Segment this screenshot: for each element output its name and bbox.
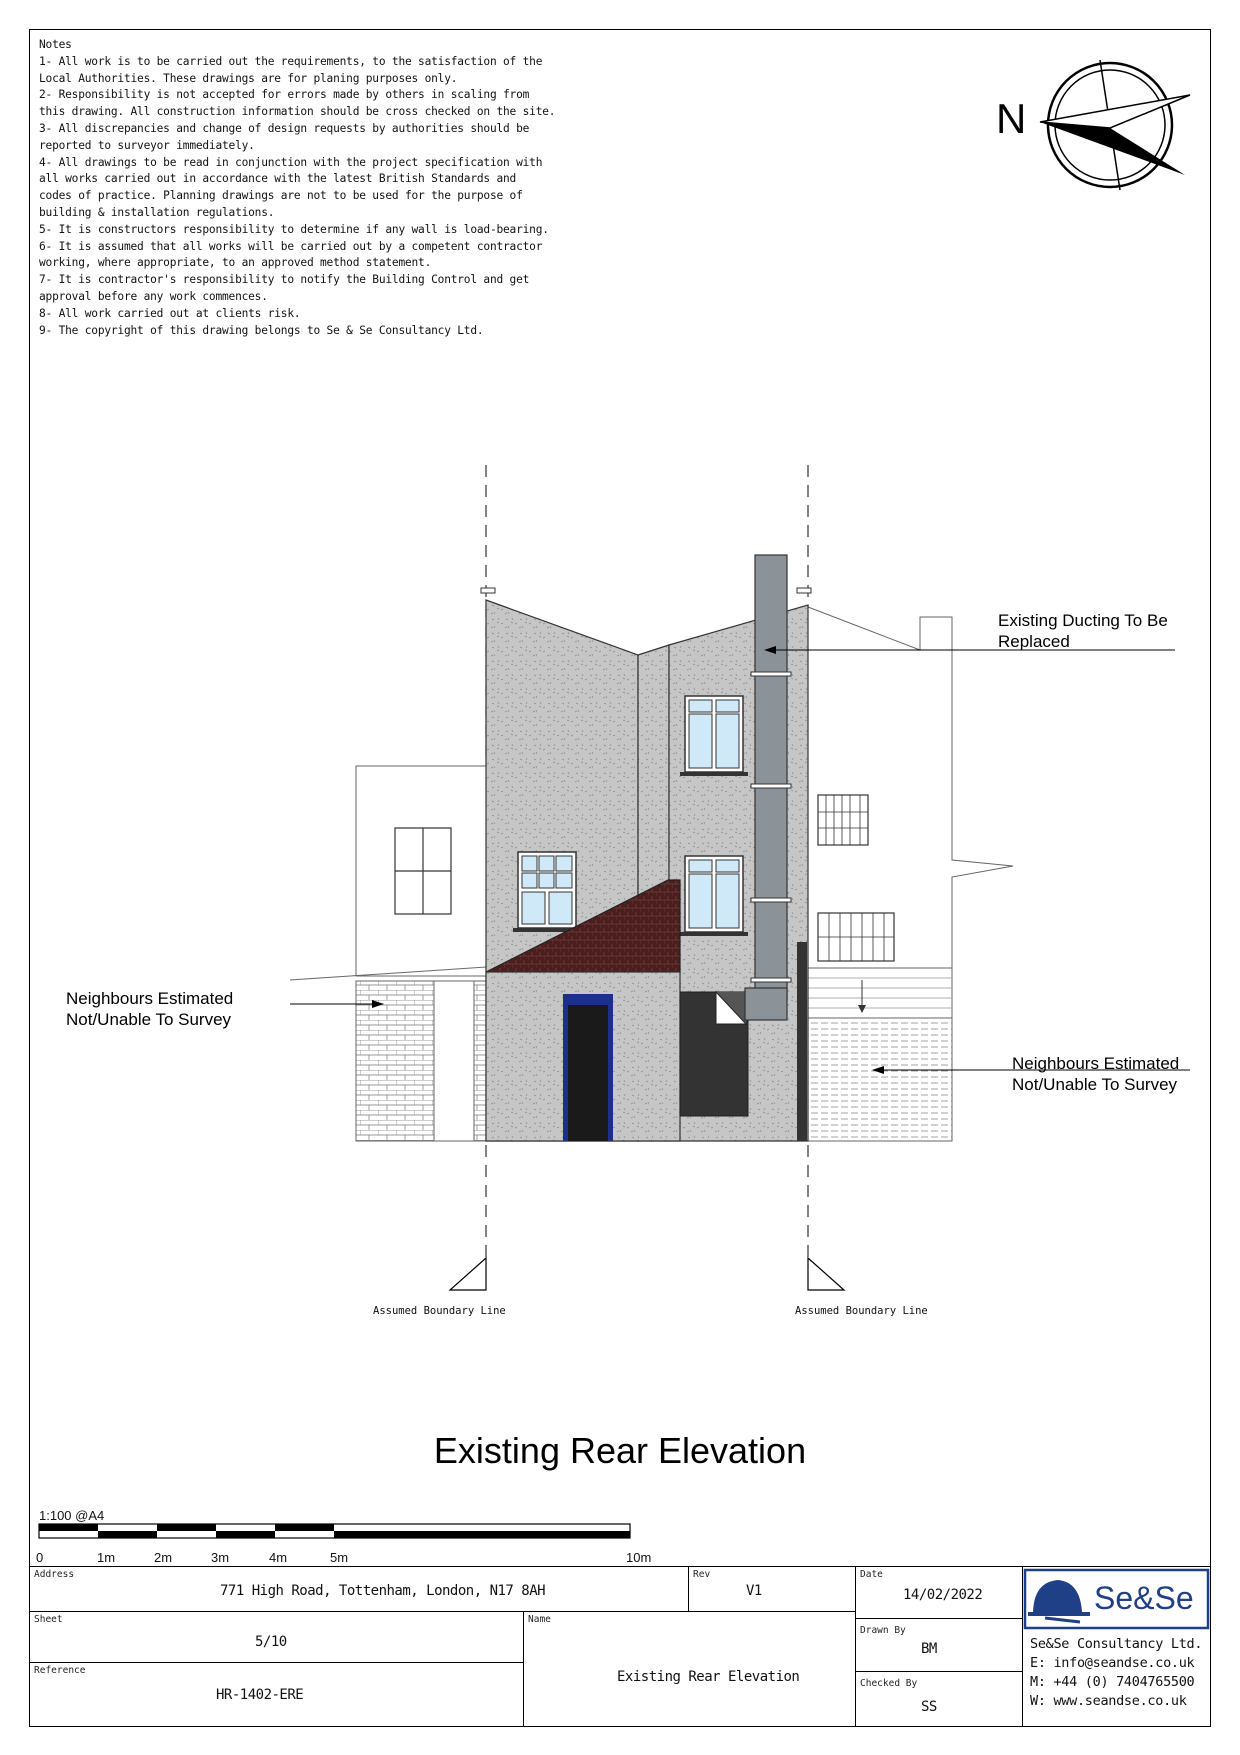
notes-line: approval before any work commences. xyxy=(39,289,268,303)
company-web: W: www.seandse.co.uk xyxy=(1030,1693,1187,1709)
scale-tick: 10m xyxy=(626,1550,652,1565)
date-cell xyxy=(855,1566,1023,1619)
window-upper xyxy=(680,696,748,776)
drawing-title: Existing Rear Elevation xyxy=(433,1430,807,1471)
date-value: 14/02/2022 xyxy=(903,1587,983,1603)
reference-cell xyxy=(29,1662,524,1727)
date-label: Date xyxy=(860,1569,883,1580)
neighbour-right xyxy=(808,607,1013,1141)
neighbour-window xyxy=(818,795,868,845)
rev-value: V1 xyxy=(746,1583,762,1599)
name-cell xyxy=(523,1611,856,1727)
north-label: N xyxy=(996,95,1027,142)
rev-cell xyxy=(688,1566,856,1612)
scale-tick: 3m xyxy=(211,1550,230,1565)
neighbour-right-annotation xyxy=(1012,1053,1179,1095)
reference-value: HR-1402-ERE xyxy=(216,1687,304,1703)
notes-heading: Notes xyxy=(39,38,72,51)
notes-line: Local Authorities. These drawings are for planing purposes only. xyxy=(39,71,458,85)
notes-line: 9- The copyright of this drawing belongs to Se & Se Consultancy Ltd. xyxy=(39,323,484,337)
logo-text: Se&Se xyxy=(1094,1580,1194,1616)
notes-line: 2- Responsibility is not accepted for errors made by others in scaling from xyxy=(39,88,530,102)
name-label: Name xyxy=(528,1614,551,1625)
notes-line: 8- All work carried out at clients risk. xyxy=(39,306,301,320)
checked-by-label: Checked By xyxy=(860,1678,918,1689)
ducting-annotation-line: Replaced xyxy=(998,632,1070,651)
boundary-label-left: Assumed Boundary Line xyxy=(373,1305,506,1317)
sheet-cell xyxy=(29,1611,524,1663)
window-middle xyxy=(680,856,748,936)
ducting-annotation xyxy=(998,610,1168,652)
neighbour-left-annotation xyxy=(66,988,233,1030)
notes-line: all works carried out in accordance with the latest British Standards and xyxy=(39,172,517,186)
drawn-by-cell xyxy=(855,1618,1023,1672)
name-value: Existing Rear Elevation xyxy=(617,1669,800,1685)
address-cell xyxy=(29,1566,689,1612)
notes-line: 6- It is assumed that all works will be carried out by a competent contractor xyxy=(39,239,543,253)
north-arrow-icon xyxy=(996,60,1190,190)
neighbour-left-annotation-line: Neighbours Estimated xyxy=(66,989,234,1008)
company-email: E: info@seandse.co.uk xyxy=(1030,1655,1195,1671)
address-value: 771 High Road, Tottenham, London, N17 8AH xyxy=(220,1583,546,1599)
notes-line: codes of practice. Planning drawings are not to be used for the purpose of xyxy=(39,189,523,203)
sheet-label: Sheet xyxy=(34,1614,63,1625)
main-house xyxy=(481,555,811,1141)
reference-label: Reference xyxy=(34,1665,86,1676)
checked-by-value: SS xyxy=(921,1699,937,1715)
notes-line: building & installation regulations. xyxy=(39,205,275,219)
company-name: Se&Se Consultancy Ltd. xyxy=(1030,1636,1203,1652)
boundary-marker-left xyxy=(450,1258,486,1290)
checked-by-cell xyxy=(855,1671,1023,1727)
drawn-by-label: Drawn By xyxy=(860,1625,906,1636)
company-details xyxy=(1030,1635,1202,1711)
ducting-annotation-line: Existing Ducting To Be xyxy=(998,611,1168,630)
boundary-label-right: Assumed Boundary Line xyxy=(795,1305,928,1317)
boundary-marker-right xyxy=(808,1258,844,1290)
scale-tick: 5m xyxy=(330,1550,349,1565)
drawn-by-value: BM xyxy=(921,1641,937,1657)
notes-line: working, where appropriate, to an approved method statement. xyxy=(39,256,432,270)
scale-tick: 2m xyxy=(154,1550,173,1565)
neighbour-right-annotation-line: Neighbours Estimated xyxy=(1012,1054,1180,1073)
neighbour-left xyxy=(290,766,486,1141)
neighbour-right-annotation-line: Not/Unable To Survey xyxy=(1012,1075,1178,1094)
scale-label: 1:100 @A4 xyxy=(39,1508,105,1523)
scale-tick: 0 xyxy=(36,1550,44,1565)
notes-line: 1- All work is to be carried out the requirements, to the satisfaction of the xyxy=(39,54,543,68)
sheet-value: 5/10 xyxy=(255,1634,287,1650)
notes-line: 3- All discrepancies and change of design requests by authorities should be xyxy=(39,121,530,135)
window-left xyxy=(513,852,581,932)
notes-line: 5- It is constructors responsibility to determine if any wall is load-bearing. xyxy=(39,222,549,236)
scale-bar xyxy=(39,1524,630,1538)
rev-label: Rev xyxy=(693,1569,711,1580)
scale-tick: 4m xyxy=(269,1550,288,1565)
address-label: Address xyxy=(34,1569,75,1580)
scale-tick: 1m xyxy=(97,1550,116,1565)
company-mobile: M: +44 (0) 7404765500 xyxy=(1030,1674,1195,1690)
neighbour-left-annotation-line: Not/Unable To Survey xyxy=(66,1010,232,1029)
notes-line: 4- All drawings to be read in conjunction with the project specification with xyxy=(39,155,543,169)
notes-line: 7- It is contractor's responsibility to notify the Building Control and get xyxy=(39,273,530,287)
notes-line: reported to surveyor immediately. xyxy=(39,138,255,152)
notes-line: this drawing. All construction information should be cross checked on the site. xyxy=(39,105,556,119)
